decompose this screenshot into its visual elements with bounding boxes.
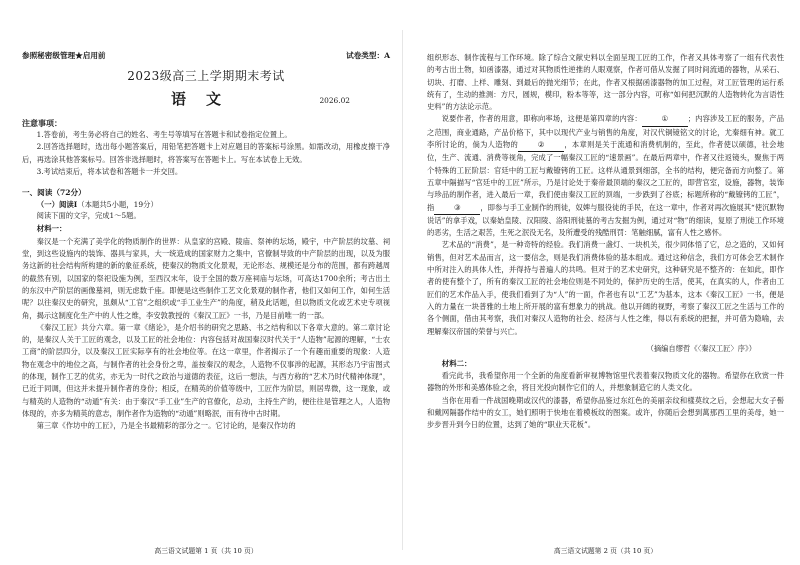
notice-item: 2.回答选择题时，选出每小题答案后，用铅笔把答题卡上对应题目的答案标号涂黑。如需改动，用橡皮擦干净后，再选涂其他答案标号。回答非选择题时，将答案写在答题卡上。写在本试卷上无效。	[22, 142, 390, 164]
paragraph: 《秦汉工匠》共分六章。第一章《绪论》，是介绍书的研究之思路、书之结构和以下各章大意的。第二章讨论的，是秦汉人关于工匠的观念，以及工匠的社会地位：内容包括对战国秦汉时代关于“人造物”起源的理解，“士农工商”的阶层四分，以及秦汉工匠实际享有的社会地位等。在这一章里，作者揭示了一个有趣而重要的现象：人造物在观念中的地位之高，与制作者的社会身份之卑，盖按秦汉的观念，人造物不仅事涉的起源，其形态乃宇宙图式的体现，制作工艺的优劣，亦无为一时代之政治与道德的表征，这后一想法，与西方称的“艺术乃时代精神体现”，已近于同调，但这并未提升制作者的身份；相反，在精英的价值等级中，工匠作为阶层，则居卑微，这一现象，或与精英的人造物的“动遁”有关：由于秦汉“手工业”生产的官僚化，总动，主持生产的，便往往是管理之人，人造物体现的，亦多为精英的意志，制作者作为造物的“动遁”则略泯，而有待中古时期。	[22, 322, 390, 418]
subsection-title	[22, 199, 390, 210]
material-2-label: 材料二：	[441, 358, 472, 368]
subject-title: 语文	[170, 90, 241, 108]
instruction-text: 阅读下面的文字，完成1～5题。	[36, 211, 141, 221]
subject-row	[22, 88, 390, 110]
paragraph: 秦汉是一个充满了美学化的物质制作的世界：从皇家的宫殿、陵庙、祭神的坛场，殿宇，中产阶层的坟墓、祠堂，到这些设施内的装饰、器具与家具，大一统造成的国家财力之集中，官僚制导致的中产阶层的出现，以及为服务这新的社会结构所构建的新的象征系统，使秦汉的物质文化景观，无论形态、规模还是分布的范围，都有跨越周的截然有别，以国家的祭祀设施为例，至西汉末年，设于全国的数万座祠庙与坛场，可高达1700余所；考古出土的东汉中产阶层的画像墓祠，则无虑数千座。即便是这些制作工艺文化景观的制作者，他们又如何工作，如何生活呢？以往秦汉史的研究，虽颇从“工官”之组织或“手工业生产”的角度，稍及此话题，但以物质文化或艺术史专项视角，揭示这制度化生产中的人性之维，李安敦教授的《秦汉工匠》一书，乃是目前唯一的一部。	[22, 236, 390, 320]
text-segment: ；内容涉及工匠的服务，产品之范围，商业通路，产品价格下，其中以现代产业与销售的角度，对汉代铜镜铭文的讨论，尤秦细有神。就工李所讨论的，倘为人造物的	[427, 114, 785, 150]
paragraph: 组织形态、制作流程与工作环境。除了综合文献史料以全面呈现工匠的工作，作者又具体考察了一组有代表性的考古出土物，如函漆器，通过对其物质性逆推的人眼观察，作者可借从发掘了同时间流通的器物，从采石、切块、打磨、上样、雕刻、到最后的抛光细节；在此，作者又根据函漆器物的加工过程，对工匠管理的运行系统有了，生动的推测：方尺，圆规，模印，粉本等等，这一部分内容，可称“如何把沉默的人造物转化为言语性史料”的方法论示范。	[427, 53, 784, 112]
subsection-name: （一）阅读Ⅰ	[36, 200, 78, 210]
page-footer: 高三语文试题第 2 页（共 10 页）	[553, 547, 658, 555]
paragraph: 第三章《作坊中的工匠》，乃是全书最精彩的部分之一。它讨论的，是秦汉作坊的	[36, 421, 296, 431]
answer-blank-2: ②	[518, 139, 564, 152]
secrecy-label: 参照秘密级管理★启用前	[22, 51, 106, 60]
header-row	[22, 50, 390, 61]
exam-page-2	[405, 0, 800, 565]
material-1-label: 材料一：	[36, 224, 67, 234]
notice-item: 1.答卷前，考生务必将自己的姓名、考生号等填写在答题卡和试卷指定位置上。	[36, 130, 292, 139]
page-divider	[402, 30, 403, 550]
paragraph: 当你在用看一件战国晚期或汉代的漆器，希望你品鉴过东红色的美丽亲纹和樣莫纹之后，会想起大女子髻和戴网隔器作结中的女工，她们照明于快地在着模板纹的图案。或许，你随后会想到萬那西工里的美母，她一步步晋升到今日的位置，达到了她的“职业天花板”。	[427, 395, 784, 430]
text-segment: ，即参与手工业制作的刑徒，奴婢与服役徒的手民，在这一章中，作者对再次施展其“使沉默物说话”的拿手戏，以秦始皇陵、汉阳陵、洛阳刑徒墓的考古发掘为例，通过对“物”的细读，复原了刑徒工作环境的恶劣，生活之艰苦，生死之泯没无名，及所遭受的残酷刑罚：笔触细腻，富有人性之感怀。	[427, 202, 785, 238]
paragraph: 艺术品的“消费”，是一种奇特的经验。我们消费一盏灯、一块机关，很少同体悟了它，总之造的，又如何销售，但对艺术品而言，这一要信念，则是我们消费体验的基本组成。通过这种信念，我们方可体会艺术制作中所对注入的具体人性，并得持与普遍人的共鸣。但对于的艺术史研究，这种研究是不整齐的：在如此，即作者的使有整个了，所有的秦汉工匠的社会地位则是不同处的，保护历史的生活，使其，在真实的人，作者由工匠们的艺术作品入手，使我们看到了为“人”的一面，作者也有以“工艺”为基本，这本《秦汉工匠》一书，便是入的力量在一块普雅的土地上所开展的富有想象力的挑战。他以开阔的视野，考察了秦汉工匠之生活与工作的各个侧面，借由其考察，我们对秦汉人造物的社会、经济与人性之维，得以有系统的把握，并可借为隐喻，去理解秦汉帝国的荣誉与兴亡。	[427, 240, 784, 336]
answer-blank-1: ①	[642, 113, 688, 126]
source-citation: （摘编自缪哲《〈秦汉工匠〉序》）	[646, 343, 756, 353]
text-segment: ，本章则是关于流通和消费机制的，至此，作者使以硕德，社会地位，生产、流通、消费等视角，完成了一幅秦汉工匠的“速景画”。在最后两章中，作者又往返镜头，聚焦于两个特殊的工匠阶层：官廷中的工匠与戴镣铐的工匠。这样从通景到细部，全书的结构，便完备而方向整了。第五章中隔描写“官廷中的工匠”所示，乃是讨论处于秦帝最顶端的秦汉之工匠的，即营官室，设施，器物，装饰与珍品的制作者，进入最后一章，我们使由秦汉工匠的顶端，一步跌到了谷底；标题所称的“戴镣铐的工匠”，指	[427, 140, 785, 212]
notice-title: 注意事项：	[22, 118, 62, 128]
exam-title: 2023级高三上学期期末考试	[127, 69, 285, 83]
paper-type-label: 试卷类型：A	[346, 51, 390, 60]
paragraph-with-blanks	[427, 113, 784, 239]
section-title: 一、阅读（72分）	[22, 188, 86, 198]
answer-blank-3: ③	[434, 202, 480, 215]
notice-item: 3.考试结束后，将本试卷和答题卡一并交回。	[36, 166, 183, 176]
exam-date: 2026.02	[319, 96, 350, 105]
text-segment: 说要作者，作者的用意，即称向率场，这便是第四章的内容：	[441, 114, 642, 124]
paragraph: 看完此书，我希望你用一个全新的角度看新审视博物馆里代表着秦汉物质文化的器物。希望你在欣赏一件器物的外形和美感体验之余，将目光投向制作它们的人，并想象制造它的人类文化。	[427, 371, 784, 393]
subsection-note: （本题共5小题，19分）	[77, 200, 158, 210]
page-footer: 高三语文试题第 1 页（共 10 页）	[154, 547, 258, 555]
